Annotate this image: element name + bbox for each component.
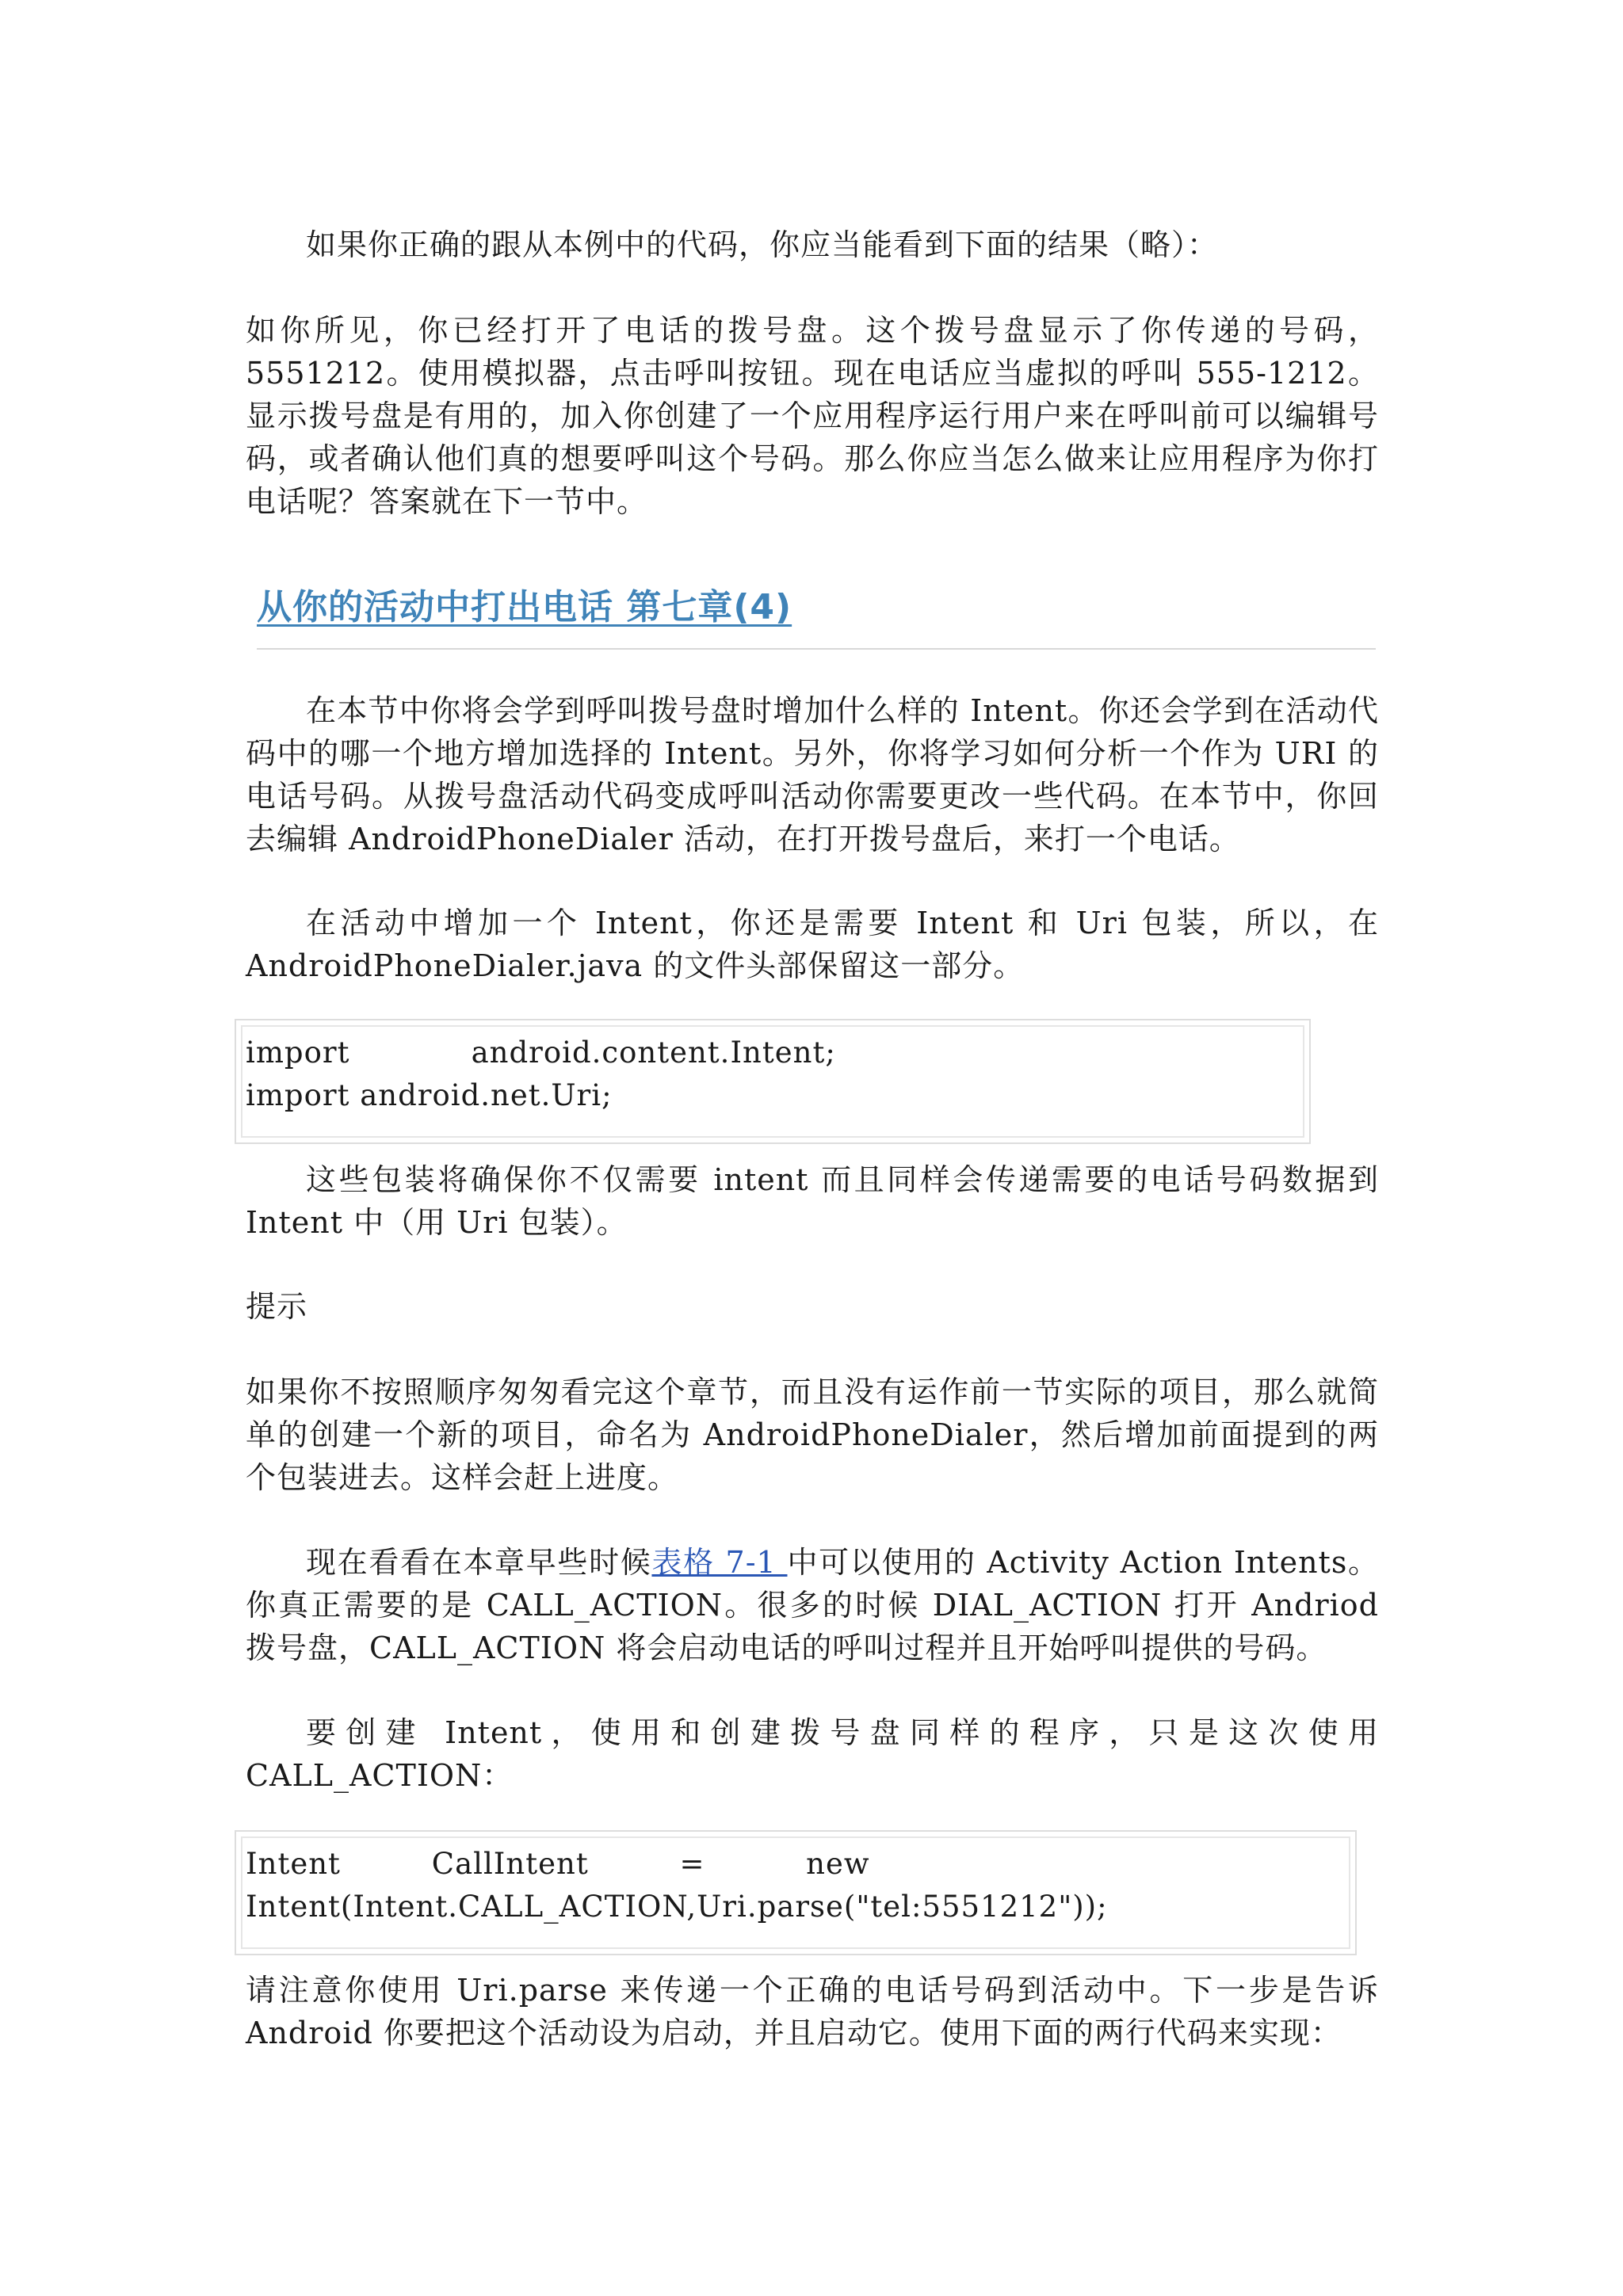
paragraph-uri-parse: 请注意你使用 Uri.parse 来传递一个正确的电话号码到活动中。下一步是告诉 Android 你要把这个活动设为启动，并且启动它。使用下面的两行代码来实现： (246, 1973, 1379, 2050)
code-line: Intent(Intent.CALL_ACTION,Uri.parse("tel:5551212")); (246, 1890, 1108, 1924)
code-block-inner (241, 1836, 1350, 1949)
paragraph-dialer-explained: 如你所见，你已经打开了电话的拨号盘。这个拨号盘显示了你传递的号码，5551212。使用模拟器，点击呼叫按钮。现在电话应当虚拟的呼叫 555-1212。显示拨号盘是有用的，加入你创建了一个应用程序运行用户来在呼叫前可以编辑号码，或者确认他们真的想要呼叫这个号码。那么你应当怎么做来让应用程序为你打电话呢？答案就在下一节中。 (246, 313, 1379, 519)
paragraph-intro-result: 如果你正确的跟从本例中的代码，你应当能看到下面的结果（略）： (306, 227, 1219, 262)
paragraph-section-intro: 在本节中你将会学到呼叫拨号盘时增加什么样的 Intent。你还会学到在活动代码中的哪一个地方增加选择的 Intent。另外，你将学习如何分析一个作为 URI 的电话号码。从拨号盘活动代码变成呼叫活动你需要更改一些代码。在本节中，你回去编辑 AndroidPhoneDialer 活动，在打开拨号盘后，来打一个电话。 (246, 693, 1379, 856)
section-heading-link[interactable]: 从你的活动中打出电话 第七章(4) (257, 587, 792, 627)
tip-label: 提示 (246, 1289, 308, 1324)
paragraph-packages-note: 这些包装将确保你不仅需要 intent 而且同样会传递需要的电话号码数据到 Intent 中（用 Uri 包装）。 (246, 1162, 1379, 1240)
table-7-1-link[interactable]: 表格 7-1 (651, 1545, 788, 1580)
code-block-call-intent (235, 1830, 1357, 1955)
code-block-inner (241, 1025, 1304, 1138)
heading-divider (257, 648, 1376, 650)
code-line: Intent CallIntent = new (246, 1847, 870, 1881)
code-block-imports (235, 1019, 1311, 1144)
paragraph-text: 现在看看在本章早些时候 (306, 1545, 652, 1580)
code-line: import android.content.Intent; (246, 1035, 836, 1070)
paragraph-add-intent: 在活动中增加一个 Intent，你还是需要 Intent 和 Uri 包装，所以，在 AndroidPhoneDialer.java 的文件头部保留这一部分。 (246, 906, 1379, 983)
code-line: import android.net.Uri; (246, 1078, 613, 1112)
paragraph-create-intent: 要创建 Intent，使用和创建拨号盘同样的程序，只是这次使用 CALL_ACTION： (246, 1715, 1379, 1793)
paragraph-tip-body: 如果你不按照顺序匆匆看完这个章节，而且没有运作前一节实际的项目，那么就简单的创建一个新的项目，命名为 AndroidPhoneDialer，然后增加前面提到的两个包装进去。这样会赶上进度。 (246, 1375, 1379, 1495)
paragraph-activity-actions (246, 1541, 1379, 1669)
paragraph-text: 中可以使用的 Activity Action Intents。你真正需要的是 CALL_ACTION。很多的时候 DIAL_ACTION 打开 Andriod 拨号盘，CALL_ACTION 将会启动电话的呼叫过程并且开始呼叫提供的号码。 (246, 1545, 1379, 1665)
